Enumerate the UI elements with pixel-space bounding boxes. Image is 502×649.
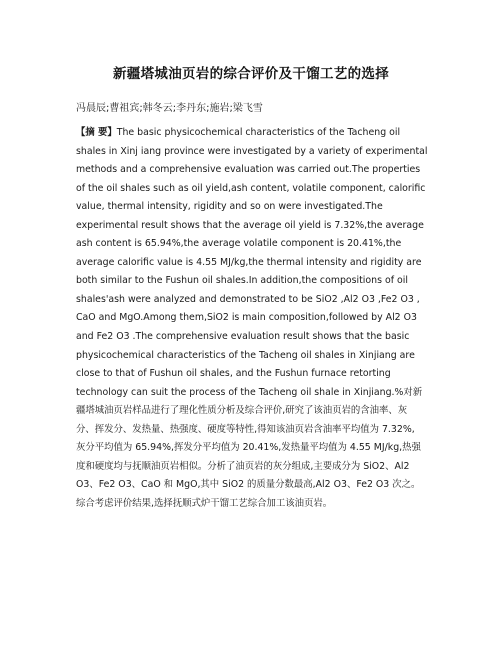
abstract-line: value, thermal intensity, rigidity and so on were investigated.The bbox=[76, 201, 383, 213]
abstract-line: of the oil shales such as oil yield,ash content, volatile component, calorific bbox=[76, 182, 426, 194]
abstract-line: and Fe2 O3 .The comprehensive evaluation result shows that the basic bbox=[76, 331, 410, 343]
abstract-line: both similar to the Fushun oil shales.In addition,the compositions of oil bbox=[76, 275, 408, 287]
abstract-line bbox=[76, 124, 432, 143]
abstract-line: shales in Xinj iang province were investigated by a variety of experimental bbox=[76, 145, 428, 157]
abstract-line: 分、挥发分、发热量、热强度、硬度等特性,得知该油页岩含油率平均值为 7.32%, bbox=[76, 423, 415, 435]
abstract-line: shales'ash were analyzed and demonstrated to be SiO2 ,Al2 O3 ,Fe2 O3 , bbox=[76, 293, 420, 305]
abstract-line: 度和硬度均与抚顺油页岩相似。分析了油页岩的灰分组成,主要成分为 SiO2、Al2 bbox=[76, 460, 410, 472]
abstract-line: experimental result shows that the average oil yield is 7.32%,the average bbox=[76, 219, 424, 231]
abstract bbox=[76, 124, 432, 513]
document-title: 新疆塔城油页岩的综合评价及干馏工艺的选择 bbox=[113, 66, 389, 82]
abstract-line: technology can suit the process of the Tacheng oil shale in Xinjiang.%对新 bbox=[76, 386, 423, 398]
abstract-line: physicochemical characteristics of the Tacheng oil shales in Xinjiang are bbox=[76, 349, 415, 361]
abstract-label: 【摘 要】 bbox=[76, 127, 117, 138]
abstract-line: O3、Fe2 O3、CaO 和 MgO,其中 SiO2 的质量分数最高,Al2 O3、Fe2 O3 次之。 bbox=[76, 479, 421, 491]
author-list: 冯晨辰;曹祖宾;韩冬云;李丹东;施岩;梁飞雪 bbox=[76, 103, 263, 114]
abstract-line: ash content is 65.94%,the average volatile component is 20.41%,the bbox=[76, 238, 402, 250]
abstract-line: 综合考虑评价结果,选择抚顺式炉干馏工艺综合加工该油页岩。 bbox=[76, 497, 333, 509]
abstract-line: 疆塔城油页岩样品进行了理化性质分析及综合评价,研究了该油页岩的含油率、灰 bbox=[76, 405, 408, 417]
abstract-line: methods and a comprehensive evaluation was carried out.The properties bbox=[76, 164, 421, 176]
abstract-text: The basic physicochemical characteristics of the Tacheng oil bbox=[116, 127, 401, 138]
abstract-line: CaO and MgO.Among them,SiO2 is main composition,followed by Al2 O3 bbox=[76, 312, 417, 324]
abstract-line: 灰分平均值为 65.94%,挥发分平均值为 20.41%,发热量平均值为 4.55 MJ/kg,热强 bbox=[76, 442, 421, 454]
abstract-line: average calorific value is 4.55 MJ/kg,the thermal intensity and rigidity are bbox=[76, 256, 422, 268]
abstract-line: close to that of Fushun oil shales, and the Fushun furnace retorting bbox=[76, 368, 391, 380]
